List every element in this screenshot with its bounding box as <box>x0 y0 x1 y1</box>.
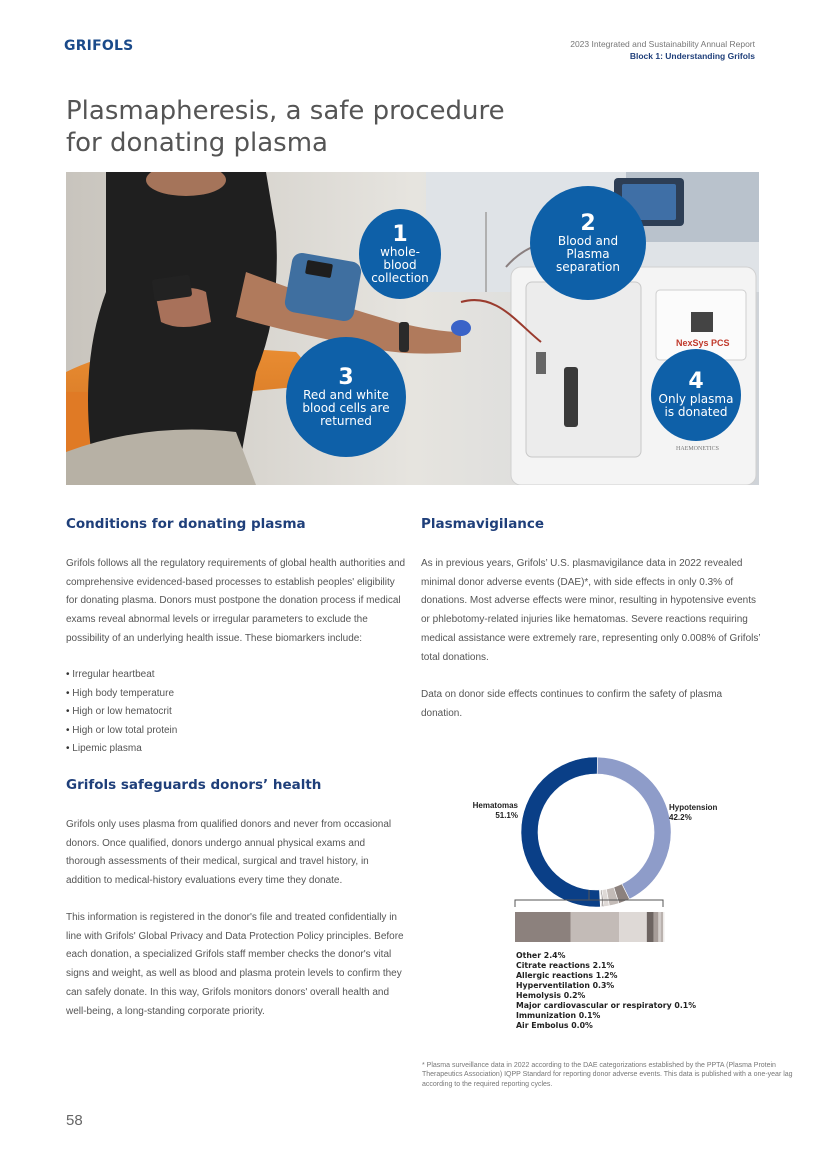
legend-item: Air Embolus 0.0% <box>516 1021 593 1030</box>
biomarker-list <box>66 666 366 759</box>
step-2-line2: Plasma <box>566 246 610 261</box>
legend-item: Allergic reactions 1.2% <box>516 971 618 980</box>
grifols-logo: GRIFOLS <box>64 38 134 54</box>
stack-segment-allergic-reactions <box>619 912 647 942</box>
step-3-line2: blood cells are <box>302 400 390 415</box>
hypotension-label <box>669 803 749 822</box>
legend-item: Other 2.4% <box>516 951 566 960</box>
list-item: • High body temperature <box>66 685 366 704</box>
list-item: • Irregular heartbeat <box>66 666 366 685</box>
step-2-line3: separation <box>556 259 620 274</box>
plasmavigilance-para-2: Data on donor side effects continues to confirm the safety of plasma donation. <box>421 689 723 719</box>
list-item: • High or low hematocrit <box>66 703 366 722</box>
list-item: • Lipemic plasma <box>66 740 366 759</box>
title-line-2: for donating plasma <box>66 128 328 158</box>
legend-item: Immunization 0.1% <box>516 1011 601 1020</box>
plasmapheresis-photo <box>66 172 759 485</box>
breakdown-bracket <box>510 890 670 908</box>
step-3-line1: Red and white <box>303 387 389 402</box>
report-header <box>570 38 755 62</box>
block-title: Block 1: Understanding Grifols <box>629 51 755 61</box>
plasmavigilance-para-1: As in previous years, Grifols’ U.S. plasmavigilance data in 2022 revealed minimal donor adverse events (DAE)*, with side effects in only 0.3% of donations. Most adverse effects were minor, resulting in hypotensive events or phlebotomy-related injuries like hematomas. Severe reactions requiring medical assistance were extremely rare, representing only 0.008% of Grifols’ total donations. <box>421 558 761 663</box>
step-3-number: 3 <box>338 364 354 390</box>
step-1-line1: whole- <box>380 244 420 259</box>
step-3-circle <box>286 337 406 457</box>
step-4-circle <box>651 349 741 441</box>
stack-segment-air-embolus <box>663 912 665 942</box>
step-4-line2: is donated <box>664 405 728 419</box>
hematomas-value: 51.1% <box>495 810 518 820</box>
plasmavigilance-heading: Plasmavigilance <box>421 516 545 532</box>
footnote: * Plasma surveillance data in 2022 according to the DAE categorizations established by the PPTA (Plasma Protein Therapeutics Association) IQPP Standard for reporting donor adverse events. This data is published with a one-year lag according to the required reporting cycles. <box>422 1062 793 1088</box>
step-1-line2: blood <box>383 257 417 272</box>
stack-segment-immunization <box>661 912 663 942</box>
stack-segment-hemolysis <box>654 912 659 942</box>
legend-item: Major cardiovascular or respiratory 0.1% <box>516 1001 697 1010</box>
safeguards-heading: Grifols safeguards donors’ health <box>66 777 322 793</box>
legend-item: Hemolysis 0.2% <box>516 991 586 1000</box>
report-title: 2023 Integrated and Sustainability Annual Report <box>570 39 755 49</box>
donut-slice-hypotension <box>597 757 671 899</box>
minor-categories-stacked-bar <box>515 912 665 942</box>
step-4-number: 4 <box>688 369 704 394</box>
step-2-line1: Blood and <box>557 233 619 248</box>
hypotension-name: Hypotension <box>669 803 718 812</box>
page-number: 58 <box>66 1112 83 1129</box>
hematomas-label <box>450 801 518 820</box>
stack-segment-major-cardiovascular-or-respiratory <box>658 912 660 942</box>
donut-slice-hematomas <box>521 757 600 907</box>
device-maker: HAEMONETICS <box>676 446 719 452</box>
stack-segment-hyperventilation <box>647 912 654 942</box>
conditions-heading: Conditions for donating plasma <box>66 516 306 532</box>
conditions-body: Grifols follows all the regulatory requirements of global health authorities and comprehensive evidenced-based processes to establish peoples' eligibility for donating plasma. Donors must postpone the donation process if medical exams reveal abnormal levels or irregular parameters to exclude the possibility of an underlying health issue. These biomarkers include: <box>66 558 406 644</box>
step-2-number: 2 <box>580 210 596 236</box>
step-1-circle <box>359 209 441 299</box>
safeguards-para-1: Grifols only uses plasma from qualified donors and never from occasional donors. Once qualified, donors undergo annual physical exams and thorough assessments of their medical, surgical and travel history, in addition to medical-history evaluations every time they donate. <box>66 819 392 887</box>
legend-item: Citrate reactions 2.1% <box>516 961 615 970</box>
step-4-line1: Only plasma <box>658 392 734 406</box>
list-item: • High or low total protein <box>66 722 366 741</box>
safeguards-para-2: This information is registered in the donor's file and treated confidentially in line with Grifols' Global Privacy and Data Protection Policy principles. Before each donation, a specialized Grifols staff member checks the donor's vital signs and weight, as well as blood and plasma protein levels to confirm they can safely donate. In this way, Grifols monitors donors' overall health and well-being, a long-standing corporate priority. <box>66 912 404 1017</box>
device-label-text: NexSys PCS <box>676 338 730 348</box>
step-3-line3: returned <box>320 413 372 428</box>
step-1-line3: collection <box>371 270 429 285</box>
dae-donut-chart <box>521 757 671 907</box>
chart-legend <box>516 951 746 1031</box>
legend-item: Hyperventilation 0.3% <box>516 981 615 990</box>
title-line-1: Plasmapheresis, a safe procedure <box>66 96 505 126</box>
stack-segment-other <box>515 912 571 942</box>
page-title <box>66 95 586 159</box>
stack-segment-citrate-reactions <box>571 912 620 942</box>
hypotension-value: 42.2% <box>669 812 692 822</box>
device-label <box>676 338 730 348</box>
step-2-circle <box>530 186 646 300</box>
hematomas-name: Hematomas <box>472 801 518 810</box>
step-1-number: 1 <box>392 221 408 247</box>
